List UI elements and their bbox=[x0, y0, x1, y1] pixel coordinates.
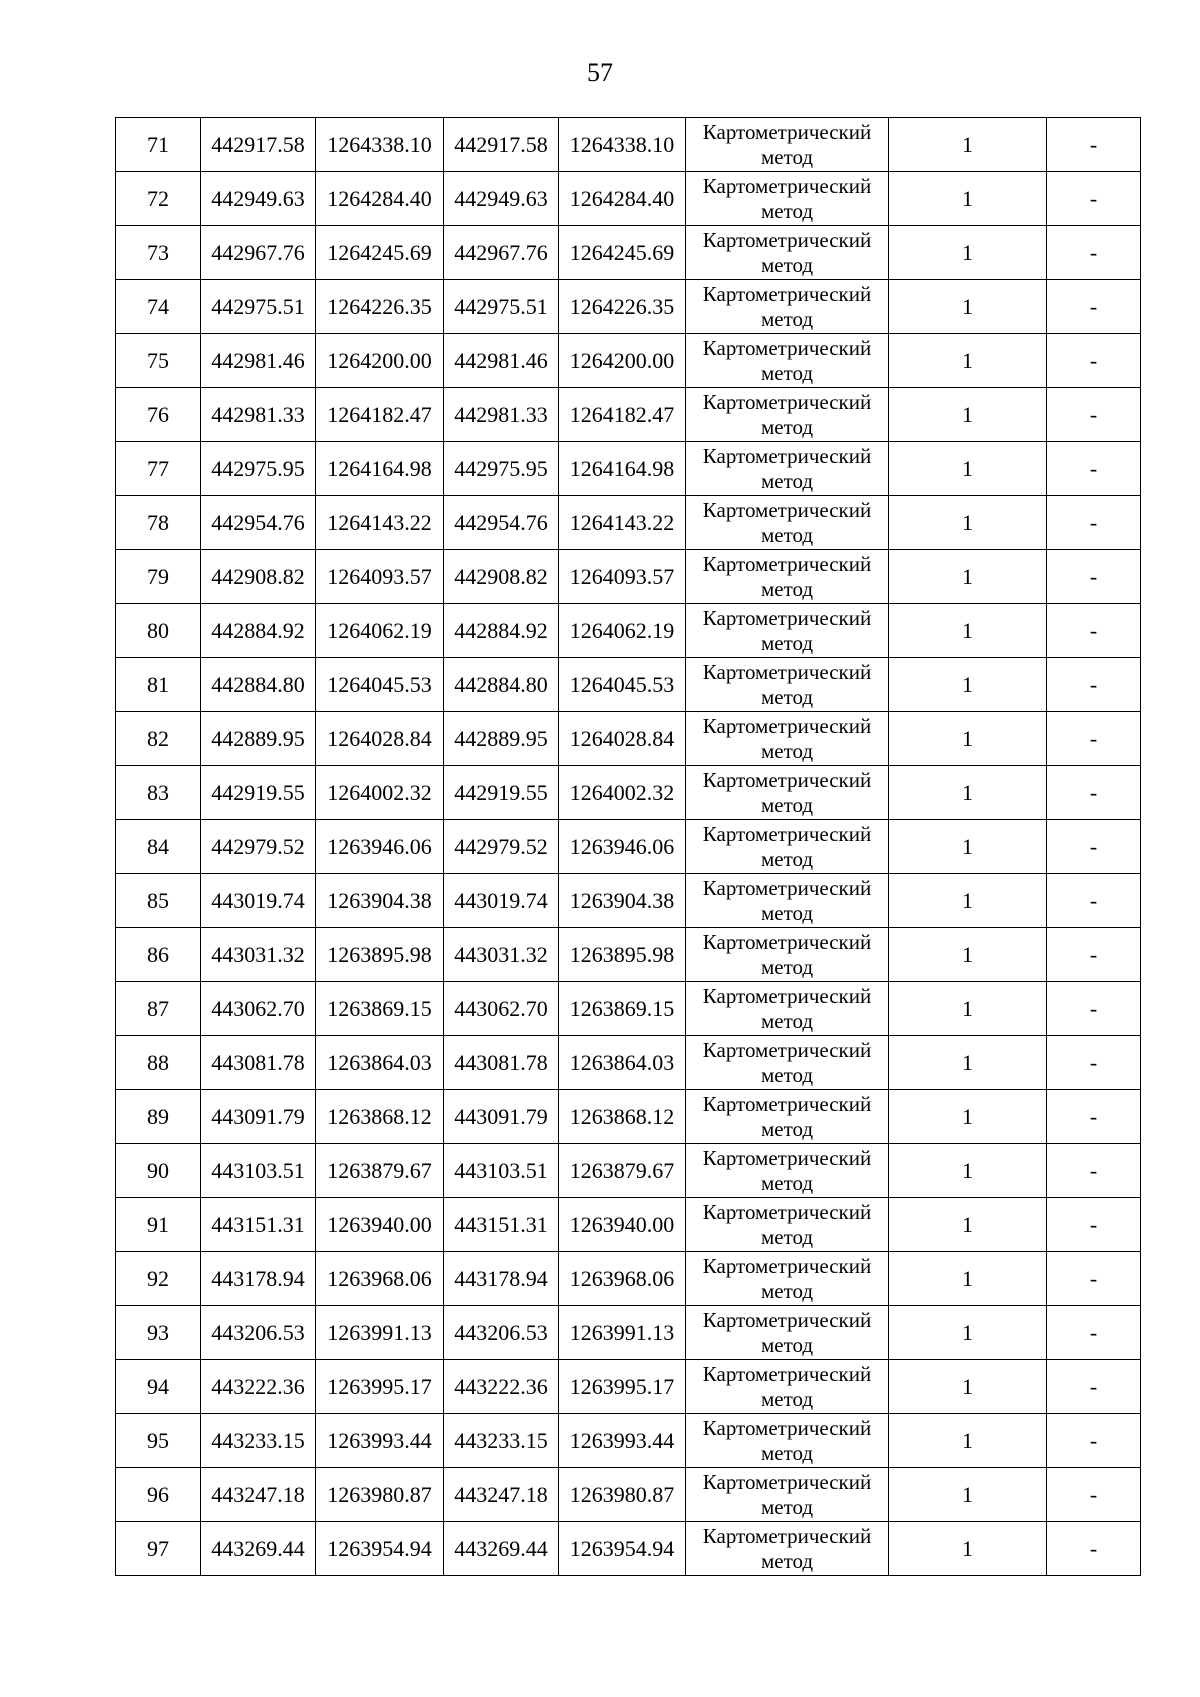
table-row bbox=[116, 658, 1141, 712]
accuracy-cell: 1 bbox=[889, 1306, 1047, 1360]
accuracy-cell: 1 bbox=[889, 442, 1047, 496]
table-row bbox=[116, 604, 1141, 658]
x-coord-cell: 442949.63 bbox=[444, 172, 559, 226]
note-cell: - bbox=[1047, 496, 1141, 550]
table-row bbox=[116, 226, 1141, 280]
x-coord-cell: 443269.44 bbox=[444, 1522, 559, 1576]
y-coord-cell: 1263904.38 bbox=[559, 874, 686, 928]
note-cell: - bbox=[1047, 118, 1141, 172]
method-cell: Картометрический метод bbox=[686, 550, 889, 604]
point-number-cell: 92 bbox=[116, 1252, 201, 1306]
x-coord-cell: 443062.70 bbox=[444, 982, 559, 1036]
note-cell: - bbox=[1047, 658, 1141, 712]
method-cell: Картометрический метод bbox=[686, 658, 889, 712]
table-row bbox=[116, 280, 1141, 334]
method-cell: Картометрический метод bbox=[686, 1036, 889, 1090]
x-coord-cell: 443233.15 bbox=[444, 1414, 559, 1468]
y-coord-cell: 1264143.22 bbox=[559, 496, 686, 550]
x-coord-cell: 443019.74 bbox=[201, 874, 316, 928]
method-cell: Картометрический метод bbox=[686, 1414, 889, 1468]
y-coord-cell: 1263991.13 bbox=[316, 1306, 444, 1360]
x-coord-cell: 443247.18 bbox=[444, 1468, 559, 1522]
table-row bbox=[116, 118, 1141, 172]
accuracy-cell: 1 bbox=[889, 928, 1047, 982]
point-number-cell: 79 bbox=[116, 550, 201, 604]
point-number-cell: 84 bbox=[116, 820, 201, 874]
accuracy-cell: 1 bbox=[889, 1090, 1047, 1144]
accuracy-cell: 1 bbox=[889, 1144, 1047, 1198]
y-coord-cell: 1264093.57 bbox=[316, 550, 444, 604]
method-cell: Картометрический метод bbox=[686, 280, 889, 334]
note-cell: - bbox=[1047, 1198, 1141, 1252]
method-cell: Картометрический метод bbox=[686, 388, 889, 442]
x-coord-cell: 442884.92 bbox=[201, 604, 316, 658]
y-coord-cell: 1263980.87 bbox=[559, 1468, 686, 1522]
method-cell: Картометрический метод bbox=[686, 982, 889, 1036]
y-coord-cell: 1263995.17 bbox=[559, 1360, 686, 1414]
accuracy-cell: 1 bbox=[889, 1468, 1047, 1522]
y-coord-cell: 1264045.53 bbox=[316, 658, 444, 712]
accuracy-cell: 1 bbox=[889, 1198, 1047, 1252]
point-number-cell: 73 bbox=[116, 226, 201, 280]
x-coord-cell: 442975.95 bbox=[444, 442, 559, 496]
y-coord-cell: 1264062.19 bbox=[559, 604, 686, 658]
table-row bbox=[116, 334, 1141, 388]
y-coord-cell: 1264200.00 bbox=[559, 334, 686, 388]
coordinates-table bbox=[115, 117, 1141, 1576]
note-cell: - bbox=[1047, 1468, 1141, 1522]
table-row bbox=[116, 1036, 1141, 1090]
y-coord-cell: 1264182.47 bbox=[316, 388, 444, 442]
point-number-cell: 90 bbox=[116, 1144, 201, 1198]
method-cell: Картометрический метод bbox=[686, 172, 889, 226]
accuracy-cell: 1 bbox=[889, 226, 1047, 280]
method-cell: Картометрический метод bbox=[686, 118, 889, 172]
point-number-cell: 74 bbox=[116, 280, 201, 334]
y-coord-cell: 1263864.03 bbox=[559, 1036, 686, 1090]
accuracy-cell: 1 bbox=[889, 982, 1047, 1036]
x-coord-cell: 442917.58 bbox=[201, 118, 316, 172]
y-coord-cell: 1263995.17 bbox=[316, 1360, 444, 1414]
accuracy-cell: 1 bbox=[889, 1522, 1047, 1576]
x-coord-cell: 443103.51 bbox=[201, 1144, 316, 1198]
method-cell: Картометрический метод bbox=[686, 1090, 889, 1144]
y-coord-cell: 1263940.00 bbox=[559, 1198, 686, 1252]
accuracy-cell: 1 bbox=[889, 1252, 1047, 1306]
point-number-cell: 78 bbox=[116, 496, 201, 550]
point-number-cell: 75 bbox=[116, 334, 201, 388]
x-coord-cell: 443269.44 bbox=[201, 1522, 316, 1576]
y-coord-cell: 1263968.06 bbox=[559, 1252, 686, 1306]
method-cell: Картометрический метод bbox=[686, 712, 889, 766]
table-body bbox=[116, 118, 1141, 1576]
note-cell: - bbox=[1047, 442, 1141, 496]
x-coord-cell: 442884.92 bbox=[444, 604, 559, 658]
accuracy-cell: 1 bbox=[889, 388, 1047, 442]
y-coord-cell: 1264338.10 bbox=[559, 118, 686, 172]
method-cell: Картометрический метод bbox=[686, 334, 889, 388]
x-coord-cell: 442967.76 bbox=[444, 226, 559, 280]
x-coord-cell: 442954.76 bbox=[201, 496, 316, 550]
note-cell: - bbox=[1047, 1414, 1141, 1468]
y-coord-cell: 1264182.47 bbox=[559, 388, 686, 442]
table-row bbox=[116, 172, 1141, 226]
y-coord-cell: 1263864.03 bbox=[316, 1036, 444, 1090]
note-cell: - bbox=[1047, 766, 1141, 820]
y-coord-cell: 1264284.40 bbox=[316, 172, 444, 226]
table-row bbox=[116, 712, 1141, 766]
table-row bbox=[116, 1360, 1141, 1414]
point-number-cell: 89 bbox=[116, 1090, 201, 1144]
x-coord-cell: 442975.95 bbox=[201, 442, 316, 496]
accuracy-cell: 1 bbox=[889, 766, 1047, 820]
table-row bbox=[116, 1090, 1141, 1144]
accuracy-cell: 1 bbox=[889, 550, 1047, 604]
y-coord-cell: 1264062.19 bbox=[316, 604, 444, 658]
y-coord-cell: 1263968.06 bbox=[316, 1252, 444, 1306]
table-row bbox=[116, 550, 1141, 604]
y-coord-cell: 1264045.53 bbox=[559, 658, 686, 712]
point-number-cell: 71 bbox=[116, 118, 201, 172]
note-cell: - bbox=[1047, 604, 1141, 658]
y-coord-cell: 1263954.94 bbox=[316, 1522, 444, 1576]
note-cell: - bbox=[1047, 874, 1141, 928]
point-number-cell: 93 bbox=[116, 1306, 201, 1360]
table-row bbox=[116, 496, 1141, 550]
x-coord-cell: 443247.18 bbox=[201, 1468, 316, 1522]
accuracy-cell: 1 bbox=[889, 658, 1047, 712]
x-coord-cell: 443081.78 bbox=[444, 1036, 559, 1090]
accuracy-cell: 1 bbox=[889, 712, 1047, 766]
note-cell: - bbox=[1047, 1360, 1141, 1414]
accuracy-cell: 1 bbox=[889, 280, 1047, 334]
method-cell: Картометрический метод bbox=[686, 1522, 889, 1576]
y-coord-cell: 1263869.15 bbox=[316, 982, 444, 1036]
y-coord-cell: 1263991.13 bbox=[559, 1306, 686, 1360]
x-coord-cell: 443103.51 bbox=[444, 1144, 559, 1198]
y-coord-cell: 1263993.44 bbox=[316, 1414, 444, 1468]
x-coord-cell: 443222.36 bbox=[444, 1360, 559, 1414]
x-coord-cell: 443151.31 bbox=[201, 1198, 316, 1252]
y-coord-cell: 1263879.67 bbox=[316, 1144, 444, 1198]
point-number-cell: 96 bbox=[116, 1468, 201, 1522]
y-coord-cell: 1263879.67 bbox=[559, 1144, 686, 1198]
x-coord-cell: 442954.76 bbox=[444, 496, 559, 550]
accuracy-cell: 1 bbox=[889, 496, 1047, 550]
method-cell: Картометрический метод bbox=[686, 496, 889, 550]
method-cell: Картометрический метод bbox=[686, 1198, 889, 1252]
x-coord-cell: 443151.31 bbox=[444, 1198, 559, 1252]
accuracy-cell: 1 bbox=[889, 874, 1047, 928]
x-coord-cell: 442884.80 bbox=[201, 658, 316, 712]
x-coord-cell: 442917.58 bbox=[444, 118, 559, 172]
note-cell: - bbox=[1047, 280, 1141, 334]
x-coord-cell: 443233.15 bbox=[201, 1414, 316, 1468]
method-cell: Картометрический метод bbox=[686, 1252, 889, 1306]
y-coord-cell: 1263980.87 bbox=[316, 1468, 444, 1522]
table-row bbox=[116, 388, 1141, 442]
note-cell: - bbox=[1047, 928, 1141, 982]
point-number-cell: 88 bbox=[116, 1036, 201, 1090]
y-coord-cell: 1263946.06 bbox=[559, 820, 686, 874]
y-coord-cell: 1263946.06 bbox=[316, 820, 444, 874]
point-number-cell: 81 bbox=[116, 658, 201, 712]
method-cell: Картометрический метод bbox=[686, 442, 889, 496]
x-coord-cell: 442979.52 bbox=[201, 820, 316, 874]
x-coord-cell: 442981.33 bbox=[201, 388, 316, 442]
accuracy-cell: 1 bbox=[889, 1414, 1047, 1468]
x-coord-cell: 442889.95 bbox=[201, 712, 316, 766]
y-coord-cell: 1263868.12 bbox=[316, 1090, 444, 1144]
x-coord-cell: 443222.36 bbox=[201, 1360, 316, 1414]
accuracy-cell: 1 bbox=[889, 1360, 1047, 1414]
y-coord-cell: 1264226.35 bbox=[316, 280, 444, 334]
note-cell: - bbox=[1047, 334, 1141, 388]
y-coord-cell: 1264143.22 bbox=[316, 496, 444, 550]
point-number-cell: 76 bbox=[116, 388, 201, 442]
accuracy-cell: 1 bbox=[889, 118, 1047, 172]
method-cell: Картометрический метод bbox=[686, 226, 889, 280]
point-number-cell: 95 bbox=[116, 1414, 201, 1468]
table-row bbox=[116, 442, 1141, 496]
x-coord-cell: 442908.82 bbox=[444, 550, 559, 604]
y-coord-cell: 1263954.94 bbox=[559, 1522, 686, 1576]
method-cell: Картометрический метод bbox=[686, 1306, 889, 1360]
x-coord-cell: 442979.52 bbox=[444, 820, 559, 874]
y-coord-cell: 1264028.84 bbox=[559, 712, 686, 766]
y-coord-cell: 1263895.98 bbox=[316, 928, 444, 982]
x-coord-cell: 442919.55 bbox=[201, 766, 316, 820]
table-row bbox=[116, 766, 1141, 820]
y-coord-cell: 1263869.15 bbox=[559, 982, 686, 1036]
page-number: 57 bbox=[587, 58, 613, 87]
point-number-cell: 85 bbox=[116, 874, 201, 928]
y-coord-cell: 1264245.69 bbox=[559, 226, 686, 280]
method-cell: Картометрический метод bbox=[686, 820, 889, 874]
y-coord-cell: 1264028.84 bbox=[316, 712, 444, 766]
point-number-cell: 87 bbox=[116, 982, 201, 1036]
x-coord-cell: 443062.70 bbox=[201, 982, 316, 1036]
x-coord-cell: 443206.53 bbox=[444, 1306, 559, 1360]
y-coord-cell: 1264338.10 bbox=[316, 118, 444, 172]
method-cell: Картометрический метод bbox=[686, 928, 889, 982]
table-row bbox=[116, 1144, 1141, 1198]
table-row bbox=[116, 820, 1141, 874]
x-coord-cell: 442949.63 bbox=[201, 172, 316, 226]
x-coord-cell: 443178.94 bbox=[201, 1252, 316, 1306]
table-row bbox=[116, 1414, 1141, 1468]
x-coord-cell: 443031.32 bbox=[444, 928, 559, 982]
y-coord-cell: 1264093.57 bbox=[559, 550, 686, 604]
note-cell: - bbox=[1047, 1306, 1141, 1360]
x-coord-cell: 442967.76 bbox=[201, 226, 316, 280]
note-cell: - bbox=[1047, 172, 1141, 226]
table-row bbox=[116, 982, 1141, 1036]
method-cell: Картометрический метод bbox=[686, 766, 889, 820]
x-coord-cell: 443019.74 bbox=[444, 874, 559, 928]
x-coord-cell: 443178.94 bbox=[444, 1252, 559, 1306]
method-cell: Картометрический метод bbox=[686, 1144, 889, 1198]
note-cell: - bbox=[1047, 1522, 1141, 1576]
y-coord-cell: 1263904.38 bbox=[316, 874, 444, 928]
point-number-cell: 72 bbox=[116, 172, 201, 226]
x-coord-cell: 443206.53 bbox=[201, 1306, 316, 1360]
method-cell: Картометрический метод bbox=[686, 1360, 889, 1414]
table-row bbox=[116, 1522, 1141, 1576]
note-cell: - bbox=[1047, 820, 1141, 874]
point-number-cell: 82 bbox=[116, 712, 201, 766]
x-coord-cell: 442975.51 bbox=[201, 280, 316, 334]
x-coord-cell: 442908.82 bbox=[201, 550, 316, 604]
accuracy-cell: 1 bbox=[889, 1036, 1047, 1090]
point-number-cell: 91 bbox=[116, 1198, 201, 1252]
y-coord-cell: 1263868.12 bbox=[559, 1090, 686, 1144]
method-cell: Картометрический метод bbox=[686, 1468, 889, 1522]
accuracy-cell: 1 bbox=[889, 604, 1047, 658]
accuracy-cell: 1 bbox=[889, 820, 1047, 874]
table-row bbox=[116, 874, 1141, 928]
y-coord-cell: 1264002.32 bbox=[559, 766, 686, 820]
y-coord-cell: 1264164.98 bbox=[316, 442, 444, 496]
point-number-cell: 86 bbox=[116, 928, 201, 982]
point-number-cell: 77 bbox=[116, 442, 201, 496]
x-coord-cell: 442884.80 bbox=[444, 658, 559, 712]
x-coord-cell: 442981.33 bbox=[444, 388, 559, 442]
y-coord-cell: 1264002.32 bbox=[316, 766, 444, 820]
x-coord-cell: 443091.79 bbox=[201, 1090, 316, 1144]
accuracy-cell: 1 bbox=[889, 172, 1047, 226]
y-coord-cell: 1264284.40 bbox=[559, 172, 686, 226]
y-coord-cell: 1263895.98 bbox=[559, 928, 686, 982]
point-number-cell: 97 bbox=[116, 1522, 201, 1576]
x-coord-cell: 442975.51 bbox=[444, 280, 559, 334]
point-number-cell: 83 bbox=[116, 766, 201, 820]
x-coord-cell: 442981.46 bbox=[444, 334, 559, 388]
x-coord-cell: 442981.46 bbox=[201, 334, 316, 388]
y-coord-cell: 1264226.35 bbox=[559, 280, 686, 334]
note-cell: - bbox=[1047, 550, 1141, 604]
point-number-cell: 80 bbox=[116, 604, 201, 658]
table-row bbox=[116, 1468, 1141, 1522]
y-coord-cell: 1264164.98 bbox=[559, 442, 686, 496]
note-cell: - bbox=[1047, 1090, 1141, 1144]
x-coord-cell: 442889.95 bbox=[444, 712, 559, 766]
x-coord-cell: 442919.55 bbox=[444, 766, 559, 820]
note-cell: - bbox=[1047, 388, 1141, 442]
note-cell: - bbox=[1047, 712, 1141, 766]
method-cell: Картометрический метод bbox=[686, 604, 889, 658]
table-row bbox=[116, 1252, 1141, 1306]
note-cell: - bbox=[1047, 226, 1141, 280]
point-number-cell: 94 bbox=[116, 1360, 201, 1414]
y-coord-cell: 1264245.69 bbox=[316, 226, 444, 280]
y-coord-cell: 1263993.44 bbox=[559, 1414, 686, 1468]
note-cell: - bbox=[1047, 1252, 1141, 1306]
x-coord-cell: 443081.78 bbox=[201, 1036, 316, 1090]
accuracy-cell: 1 bbox=[889, 334, 1047, 388]
y-coord-cell: 1263940.00 bbox=[316, 1198, 444, 1252]
table-row bbox=[116, 928, 1141, 982]
x-coord-cell: 443031.32 bbox=[201, 928, 316, 982]
note-cell: - bbox=[1047, 982, 1141, 1036]
y-coord-cell: 1264200.00 bbox=[316, 334, 444, 388]
note-cell: - bbox=[1047, 1036, 1141, 1090]
table-row bbox=[116, 1198, 1141, 1252]
method-cell: Картометрический метод bbox=[686, 874, 889, 928]
table-row bbox=[116, 1306, 1141, 1360]
note-cell: - bbox=[1047, 1144, 1141, 1198]
x-coord-cell: 443091.79 bbox=[444, 1090, 559, 1144]
